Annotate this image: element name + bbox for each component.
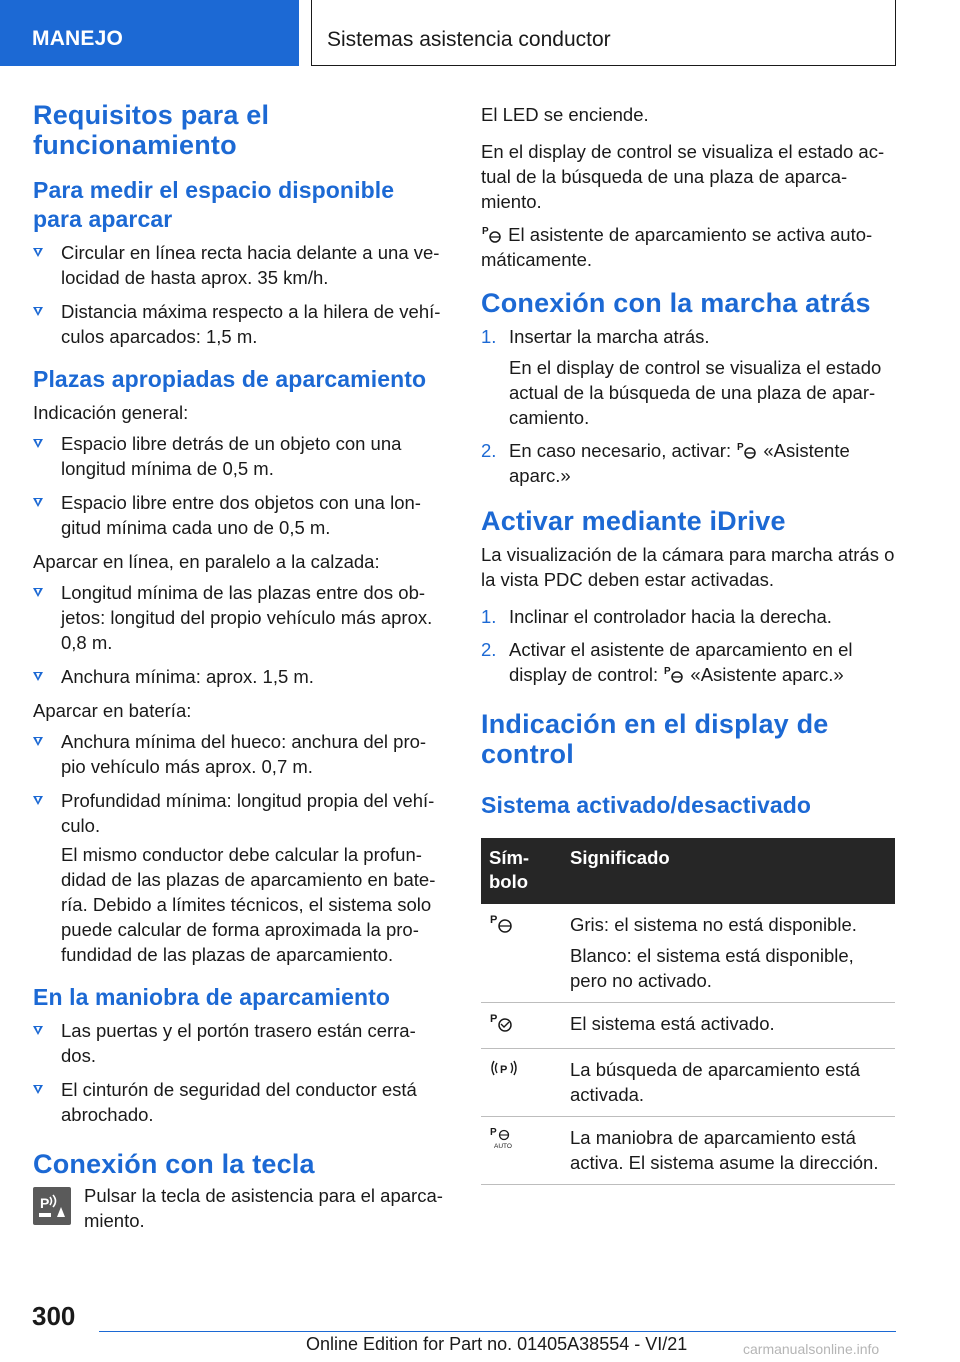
list-item: Longitud mínima de las plazas entre dos ob-jetos: longitud del propio vehículo más aprox. 0,8 m. xyxy=(33,580,449,655)
bateria-intro: Aparcar en batería: xyxy=(33,700,192,721)
chapter-title: Sistemas asistencia conductor xyxy=(327,28,611,51)
bullet-triangle-icon xyxy=(33,588,43,597)
list-item: Distancia máxima respecto a la hilera de vehí-culos aparcados: 1,5 m. xyxy=(33,299,449,349)
column-header-meaning: Significado xyxy=(562,838,895,904)
svg-text:P: P xyxy=(664,666,671,677)
svg-text:P: P xyxy=(490,914,498,926)
bullet-triangle-icon xyxy=(33,672,43,681)
parking-assistant-icon xyxy=(736,440,758,460)
parking-assistant-active-icon xyxy=(489,1011,515,1033)
symbol-table xyxy=(481,838,895,1185)
table-row: P El sistema está activado. xyxy=(481,1003,895,1049)
heading-requisitos: Requisitos para el funcionamiento xyxy=(33,100,270,160)
steps-marcha xyxy=(481,324,899,488)
display-text: En el display de control se visualiza el estado ac-tual de la búsqueda de una plaza de aparca-miento. xyxy=(481,141,885,212)
list-bateria xyxy=(33,729,449,967)
list-medir xyxy=(33,240,449,349)
bullet-triangle-icon xyxy=(33,1026,43,1035)
heading-sistema-activado: Sistema activado/desactivado xyxy=(481,792,812,818)
list-item: 2. Activar el asistente de aparcamiento en el display de control: P «Asistente aparc.» xyxy=(481,639,853,685)
list-item: El cinturón de seguridad del conductor está abrochado. xyxy=(33,1077,449,1127)
parking-assistant-icon xyxy=(663,664,685,684)
list-item: 1. Insertar la marcha atrás. En el display de control se visualiza el estado actual de la búsqueda de una plaza de apar-camiento. xyxy=(481,324,899,430)
footer-divider xyxy=(99,1331,896,1332)
bullet-triangle-icon xyxy=(33,307,43,316)
list-item: Anchura mínima del hueco: anchura del pro-pio vehículo más aprox. 0,7 m. xyxy=(33,729,449,779)
linea-intro: Aparcar en línea, en paralelo a la calzada: xyxy=(33,551,380,572)
svg-text:P: P xyxy=(737,442,744,453)
parking-assistant-icon xyxy=(481,224,503,244)
list-item: Espacio libre entre dos objetos con una lon-gitud mínima cada uno de 0,5 m. xyxy=(33,490,449,540)
list-item: Circular en línea recta hacia delante a una ve-locidad de hasta aprox. 35 km/h. xyxy=(33,240,449,290)
footer-edition: Online Edition for Part no. 01405A38554 - VI/21 xyxy=(306,1334,688,1354)
list-item: Espacio libre detrás de un objeto con una longitud mínima de 0,5 m. xyxy=(33,431,449,481)
table-row: P La búsqueda de aparcamiento está activada. xyxy=(481,1049,895,1117)
tecla-text: Pulsar la tecla de asistencia para el aparca-miento. xyxy=(84,1185,443,1231)
idrive-intro: La visualización de la cámara para marcha atrás o la vista PDC deben estar activadas. xyxy=(481,544,895,590)
auto-text: El asistente de aparcamiento se activa auto-máticamente. xyxy=(481,224,873,270)
bullet-triangle-icon xyxy=(33,796,43,805)
heading-tecla: Conexión con la tecla xyxy=(33,1149,315,1179)
list-item: 2. En caso necesario, activar: P «Asistente aparc.» xyxy=(481,440,850,486)
step-sub: En el display de control se visualiza el estado actual de la búsqueda de una plaza de apar-camiento. xyxy=(509,357,882,428)
list-linea xyxy=(33,580,449,689)
led-text: El LED se enciende. xyxy=(481,104,649,125)
parking-assist-key-icon xyxy=(33,1187,71,1225)
list-general xyxy=(33,431,449,540)
tecla-row xyxy=(33,1183,449,1233)
list-item: 1. Inclinar el controlador hacia la derecha. xyxy=(481,606,832,627)
svg-text:P: P xyxy=(500,1064,508,1076)
table-row: P Gris: el sistema no está disponible. Blanco: el sistema está disponible, pero no activado. xyxy=(481,904,895,1003)
heading-indicacion-display: Indicación en el display de control xyxy=(481,709,829,769)
bullet-triangle-icon xyxy=(33,498,43,507)
svg-text:P: P xyxy=(482,226,489,237)
heading-marcha-atras: Conexión con la marcha atrás xyxy=(481,288,871,318)
section-tab xyxy=(0,0,299,66)
list-item: Las puertas y el portón trasero están cerra-dos. xyxy=(33,1018,449,1068)
heading-idrive: Activar mediante iDrive xyxy=(481,506,786,536)
page-number: 300 xyxy=(32,1301,76,1331)
steps-idrive xyxy=(481,604,899,687)
heading-plazas: Plazas apropiadas de aparcamiento xyxy=(33,366,427,392)
watermark: carmanualsonline.info xyxy=(743,1341,880,1357)
bateria-note: El mismo conductor debe calcular la profun-didad de las plazas de aparcamiento en bate-ría. Debido a límites técnicos, el sistema solo puede calcular de forma aproximada la pro-fundidad de las plazas de aparcamiento. xyxy=(61,844,436,965)
heading-maniobra: En la maniobra de aparcamiento xyxy=(33,984,391,1010)
svg-text:P: P xyxy=(490,1127,497,1138)
column-header-symbol: Sím-bolo xyxy=(481,838,562,904)
svg-text:P: P xyxy=(490,1013,498,1025)
parking-auto-icon xyxy=(489,1125,519,1151)
svg-text:P: P xyxy=(40,1195,50,1211)
bullet-triangle-icon xyxy=(33,439,43,448)
right-column xyxy=(481,102,899,1185)
section-title: MANEJO xyxy=(32,27,124,50)
parking-assistant-icon xyxy=(489,912,515,934)
chapter-tab xyxy=(311,0,896,66)
list-item: Anchura mínima: aprox. 1,5 m. xyxy=(33,664,449,689)
list-maniobra xyxy=(33,1018,449,1127)
indicacion-general: Indicación general: xyxy=(33,402,189,423)
parking-search-icon xyxy=(489,1057,519,1079)
svg-text:AUTO: AUTO xyxy=(494,1143,512,1150)
left-column xyxy=(33,100,449,1239)
heading-medir-espacio: Para medir el espacio disponible para aparcar xyxy=(33,177,395,232)
bullet-triangle-icon xyxy=(33,1085,43,1094)
table-header-row xyxy=(481,838,895,904)
list-item: Profundidad mínima: longitud propia del vehí-culo. El mismo conductor debe calcular la profun-didad de las plazas de aparcamiento en bate-ría. Debido a límites técnicos, el sistema solo puede calcular de forma aproximada la pro-fundidad de las plazas de aparcamiento. xyxy=(33,788,449,967)
bullet-triangle-icon xyxy=(33,737,43,746)
table-row: P AUTO La maniobra de aparcamiento está activa. El sistema asume la dirección. xyxy=(481,1117,895,1185)
bullet-triangle-icon xyxy=(33,248,43,257)
auto-text-paragraph xyxy=(481,222,899,272)
